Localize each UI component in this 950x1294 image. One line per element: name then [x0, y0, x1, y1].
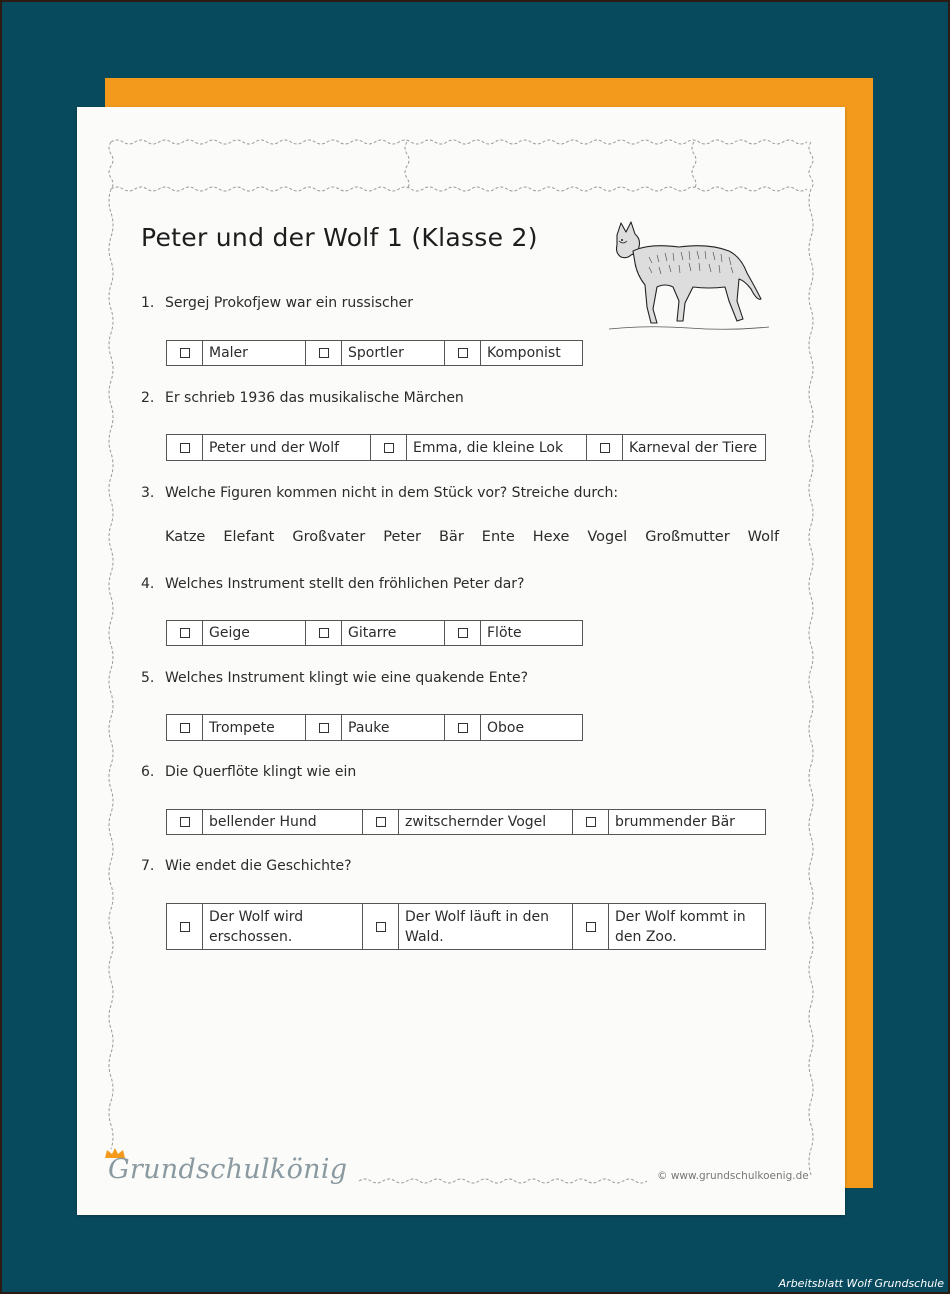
checkbox-emma[interactable] [371, 435, 407, 460]
question-1-text: Sergej Prokofjew war ein russischer [165, 295, 413, 311]
question-2-text: Er schrieb 1936 das musikalische Märchen [165, 390, 464, 406]
option-label: Emma, die kleine Lok [407, 435, 587, 460]
checkbox-icon [319, 628, 329, 638]
checkbox-pauke[interactable] [306, 715, 342, 740]
checkbox-icon [586, 922, 596, 932]
question-1 [141, 295, 413, 311]
checkbox-icon [180, 443, 190, 453]
option-label: Komponist [487, 345, 561, 361]
question-1-number: 1. [141, 295, 155, 311]
question-4 [141, 576, 525, 592]
copyright-text: © www.grundschulkoenig.de [657, 1170, 809, 1182]
word-item[interactable]: Elefant [223, 529, 275, 545]
question-7-number: 7. [141, 858, 155, 874]
option-label: Trompete [203, 715, 306, 740]
question-2 [141, 390, 464, 406]
question-3-text: Welche Figuren kommen nicht in dem Stück vor? Streiche durch: [165, 485, 619, 501]
checkbox-icon [180, 348, 190, 358]
option-label: Maler [203, 341, 306, 365]
question-5 [141, 670, 528, 686]
option-label: bellender Hund [203, 810, 363, 834]
checkbox-icon [180, 628, 190, 638]
word-item[interactable]: Bär [438, 529, 464, 545]
option-label: Flöte [487, 625, 522, 641]
word-item[interactable]: Hexe [532, 529, 570, 545]
option-label: zwitschernder Vogel [399, 810, 573, 834]
question-3-number: 3. [141, 485, 155, 501]
question-2-number: 2. [141, 390, 155, 406]
checkbox-zoo[interactable] [573, 904, 609, 949]
checkbox-icon [319, 723, 329, 733]
checkbox-icon [319, 348, 329, 358]
word-item[interactable]: Großmutter [645, 529, 730, 545]
option-label: Sportler [342, 341, 445, 365]
checkbox-gitarre[interactable] [306, 621, 342, 645]
checkbox-peter-und-der-wolf[interactable] [167, 435, 203, 460]
brand-logo: Grundschulkönig [108, 1154, 348, 1185]
question-6-number: 6. [141, 764, 155, 780]
option-label: Pauke [342, 715, 445, 740]
question-4-text: Welches Instrument stellt den fröhlichen Peter dar? [165, 576, 525, 592]
checkbox-maler[interactable] [167, 341, 203, 365]
checkbox-icon [458, 628, 468, 638]
word-item[interactable]: Vogel [587, 529, 628, 545]
question-2-options [166, 434, 766, 461]
checkbox-icon [180, 723, 190, 733]
option-label: Der Wolf wird erschossen. [203, 904, 363, 949]
option-label: Peter und der Wolf [203, 435, 371, 460]
wolf-illustration [609, 217, 769, 335]
word-item[interactable]: Wolf [747, 529, 780, 545]
checkbox-icon [376, 922, 386, 932]
question-5-options [166, 714, 583, 741]
option-label: brummender Bär [615, 814, 735, 830]
option-label: Karneval der Tiere [629, 439, 758, 456]
checkbox-icon [376, 817, 386, 827]
checkbox-icon [586, 817, 596, 827]
question-6-text: Die Querflöte klingt wie ein [165, 764, 357, 780]
checkbox-trompete[interactable] [167, 715, 203, 740]
checkbox-icon [458, 348, 468, 358]
checkbox-erschossen[interactable] [167, 904, 203, 949]
checkbox-zwitschernder-vogel[interactable] [363, 810, 399, 834]
checkbox-icon [384, 443, 394, 453]
option-label: Geige [203, 621, 306, 645]
question-7-options [166, 903, 766, 950]
image-caption: Arbeitsblatt Wolf Grundschule [778, 1277, 944, 1290]
question-6-options [166, 809, 766, 835]
worksheet-title: Peter und der Wolf 1 (Klasse 2) [141, 223, 538, 252]
question-6 [141, 764, 356, 780]
checkbox-karneval[interactable] [587, 435, 623, 460]
question-5-text: Welches Instrument klingt wie eine quakende Ente? [165, 670, 528, 686]
checkbox-icon [600, 443, 610, 453]
checkbox-oboe[interactable] [445, 715, 481, 740]
word-item[interactable]: Großvater [292, 529, 366, 545]
checkbox-komponist[interactable] [445, 341, 481, 365]
figure-word-list [165, 529, 797, 545]
question-4-options [166, 620, 583, 646]
option-label: Oboe [487, 719, 525, 736]
question-7-text: Wie endet die Geschichte? [165, 858, 352, 874]
question-4-number: 4. [141, 576, 155, 592]
question-1-options [166, 340, 583, 366]
option-label: Der Wolf läuft in den Wald. [399, 904, 573, 949]
word-item[interactable]: Ente [481, 529, 515, 545]
question-7 [141, 858, 352, 874]
checkbox-wald[interactable] [363, 904, 399, 949]
worksheet-page [77, 107, 845, 1215]
checkbox-icon [180, 817, 190, 827]
question-3 [141, 485, 618, 501]
checkbox-bellender-hund[interactable] [167, 810, 203, 834]
checkbox-sportler[interactable] [306, 341, 342, 365]
word-item[interactable]: Katze [165, 529, 206, 545]
checkbox-icon [458, 723, 468, 733]
checkbox-floete[interactable] [445, 621, 481, 645]
checkbox-icon [180, 922, 190, 932]
option-label: Gitarre [342, 621, 445, 645]
option-label: Der Wolf kommt in den Zoo. [615, 908, 746, 945]
question-5-number: 5. [141, 670, 155, 686]
checkbox-geige[interactable] [167, 621, 203, 645]
checkbox-brummender-baer[interactable] [573, 810, 609, 834]
word-item[interactable]: Peter [383, 529, 421, 545]
